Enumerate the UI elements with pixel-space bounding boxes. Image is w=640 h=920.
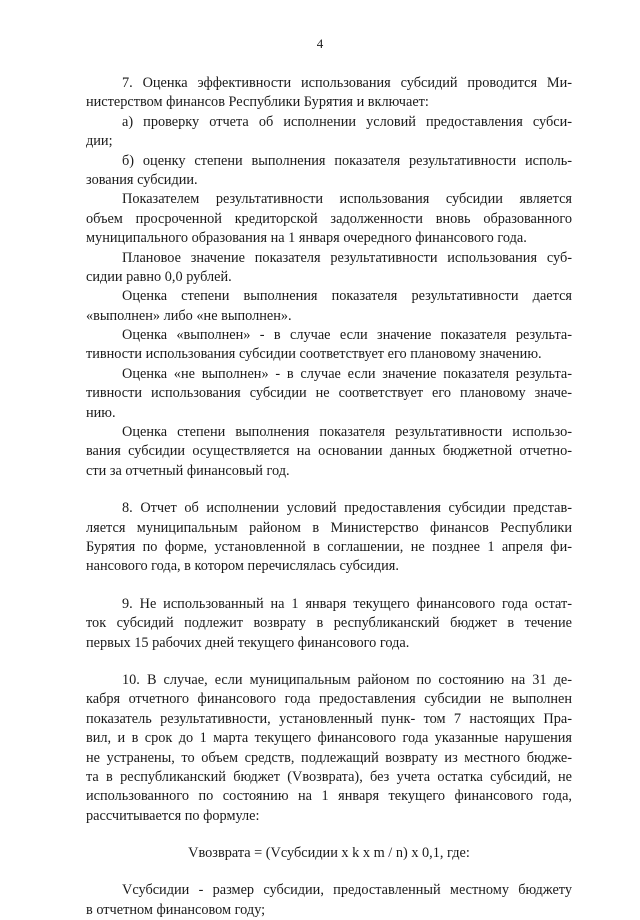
text-line: Оценка «выполнен» - в случае если значение показателя результа- [122, 327, 572, 344]
text-line: а) проверку отчета об исполнении условий предоставления субси- [122, 113, 572, 130]
section-7 [86, 74, 572, 481]
paragraph-gap [86, 577, 572, 595]
paragraph-gap [86, 826, 572, 844]
text-line: тивности использования субсидии не соответствует его плановому значе- [86, 385, 572, 402]
section-9 [86, 595, 572, 653]
text-line: 7. Оценка эффективности использования субсидий проводится Ми- [122, 75, 572, 91]
text-line: Оценка «не выполнен» - в случае если значение показателя результа- [122, 365, 572, 382]
text-line: использованного по состоянию на 1 января текущего финансового года, [86, 788, 572, 805]
document-body [86, 74, 572, 920]
text-line: вания субсидии осуществляется на основании данных бюджетной отчетно- [86, 443, 572, 460]
text-line: Бурятия по форме, установленной в соглашении, не позднее 1 апреля фи- [86, 538, 572, 555]
text-line: Оценка степени выполнения показателя результативности дается [122, 288, 572, 305]
text-line: «выполнен» либо «не выполнен». [86, 307, 292, 324]
text-line: Оценка степени выполнения показателя результативности использо- [122, 424, 572, 441]
text-line: нансового года, в котором перечислялась субсидия. [86, 558, 399, 575]
text-line: 9. Не использованный на 1 января текущего финансового года остат- [122, 595, 572, 612]
text-line: Показателем результативности использования субсидии является [122, 191, 572, 208]
text-line: тивности использования субсидии соответствует его плановому значению. [86, 346, 542, 363]
text-line: сти за отчетный финансовый год. [86, 462, 290, 479]
text-line: дии; [86, 133, 113, 150]
text-line: нию. [86, 404, 116, 421]
text-line: Плановое значение показателя результативности использования суб- [122, 249, 572, 266]
formula-definition [86, 881, 572, 920]
text-line: рассчитывается по формуле: [86, 807, 260, 824]
section-10 [86, 671, 572, 826]
text-line: кабря отчетного финансового года предоставления субсидии не выполнен [86, 691, 572, 708]
text-line: показатель результативности, установленный пунк- том 7 настоящих Пра- [86, 710, 572, 727]
text-line: объем просроченной кредиторской задолженности вновь образованного [86, 210, 572, 227]
text-line: 8. Отчет об исполнении условий предоставления субсидии представ- [122, 500, 572, 517]
text-line: ток субсидий подлежит возврату в республиканский бюджет в течение [86, 615, 572, 632]
paragraph-gap [86, 481, 572, 499]
paragraph-gap [86, 653, 572, 671]
text-line: не устранены, то объем средств, подлежащий возврату из местного бюдже- [86, 749, 572, 766]
text-line: нистерством финансов Республики Бурятия и включает: [86, 94, 429, 111]
text-line: сидии равно 0,0 рублей. [86, 268, 232, 285]
text-line: муниципального образования на 1 января очередного финансового года. [86, 230, 527, 247]
text-line: Vсубсидии - размер субсидии, предоставленный местному бюджету [122, 882, 572, 899]
section-8 [86, 499, 572, 577]
text-line: первых 15 рабочих дней текущего финансового года. [86, 634, 410, 651]
page-number: 4 [316, 36, 324, 51]
formula: Vвозврата = (Vсубсидии x k x m / n) x 0,1, где: [188, 845, 470, 862]
text-line: та в республиканский бюджет (Vвозврата), без учета остатка субсидий, не [86, 768, 572, 785]
text-line: в отчетном финансовом году; [86, 901, 266, 918]
text-line: ляется муниципальным районом в Министерство финансов Республики [86, 519, 572, 536]
text-line: вил, и в срок до 1 марта текущего финансового года указанные нарушения [86, 730, 572, 747]
text-line: б) оценку степени выполнения показателя результативности исполь- [122, 152, 572, 169]
paragraph-gap [86, 863, 572, 881]
text-line: зования субсидии. [86, 171, 198, 188]
text-line: 10. В случае, если муниципальным районом по состоянию на 31 де- [122, 671, 572, 688]
